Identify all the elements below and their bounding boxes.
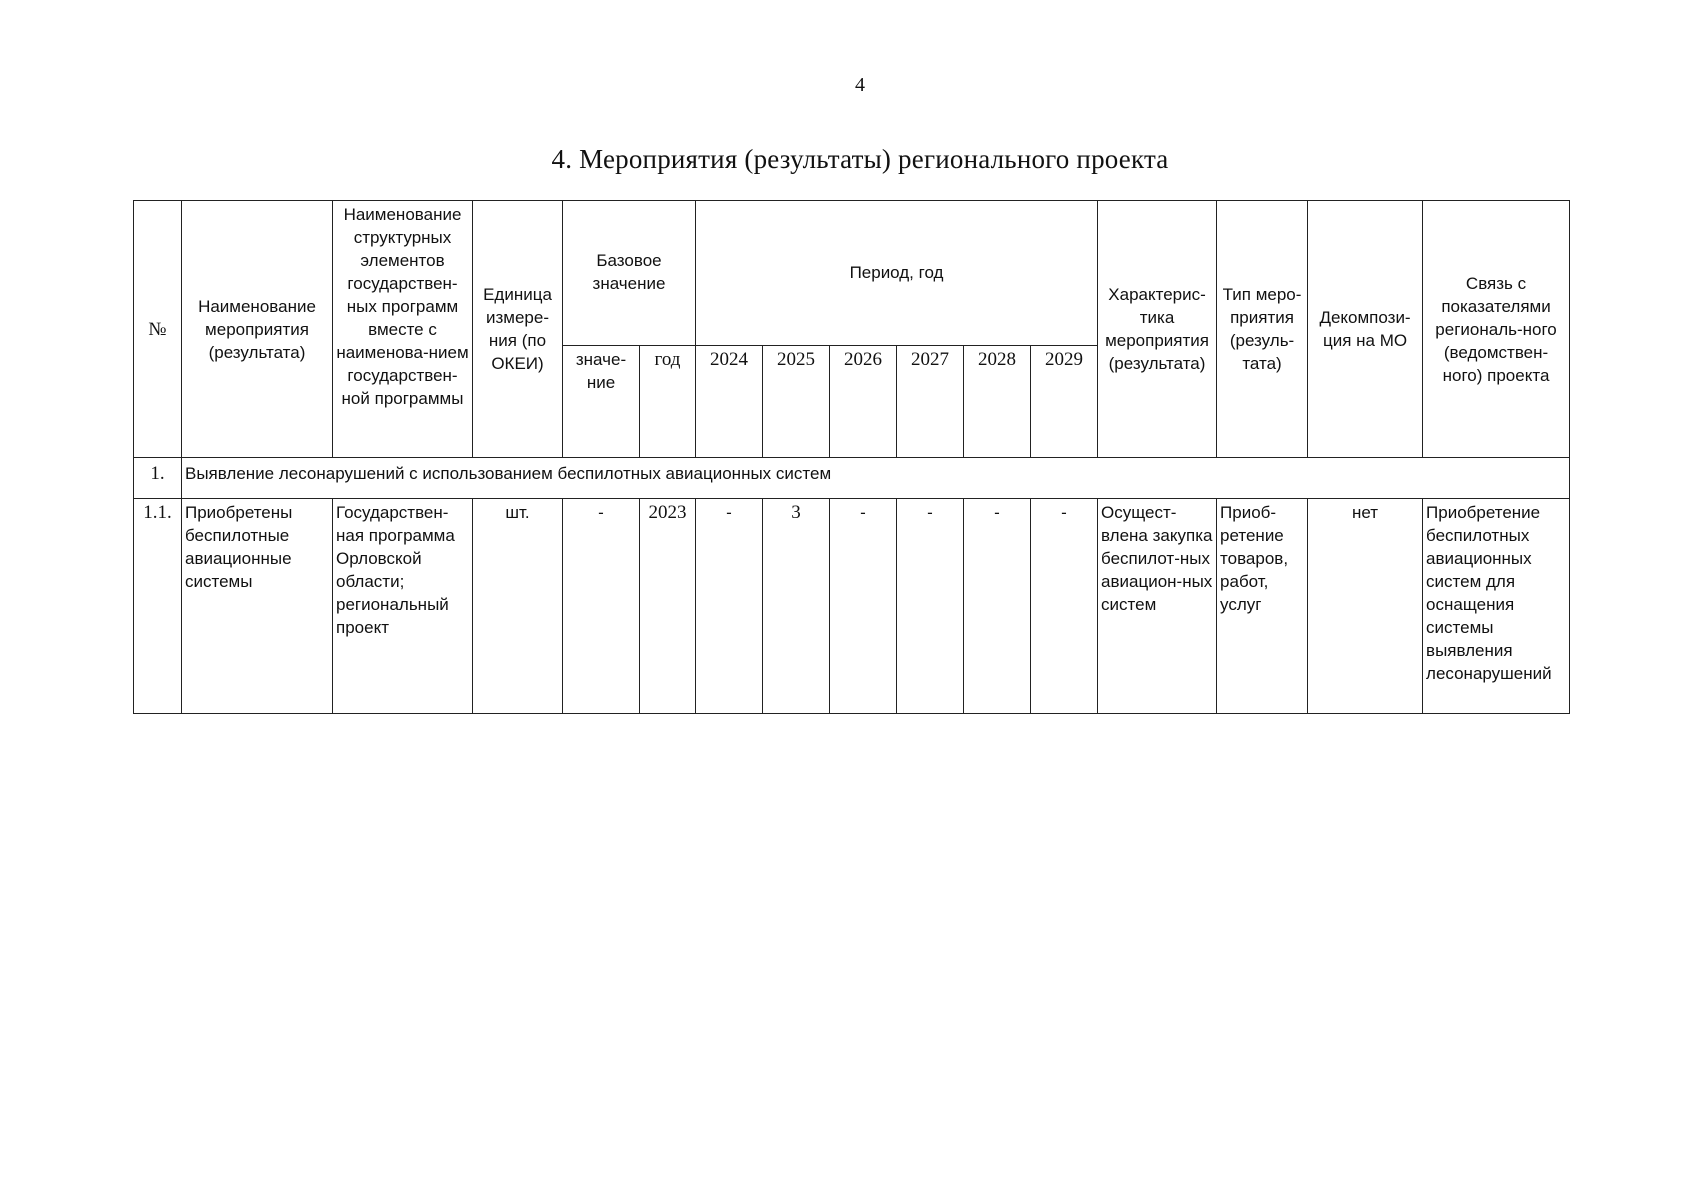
header-base-value: значе-ние bbox=[563, 346, 640, 458]
section-num: 1. bbox=[134, 458, 182, 499]
section-title: Выявление лесонарушений с использованием беспилотных авиационных систем bbox=[182, 458, 1570, 499]
header-unit: Единица измере-ния (по ОКЕИ) bbox=[473, 201, 563, 458]
row-name: Приобретены беспилотные авиационные системы bbox=[182, 499, 333, 714]
header-year-2025: 2025 bbox=[763, 346, 830, 458]
row-year-2029: - bbox=[1031, 499, 1098, 714]
header-structural-elements: Наименование структурных элементов государствен-ных программ вместе с наименова-нием государствен-ной программы bbox=[333, 201, 473, 458]
header-name: Наименование мероприятия (результата) bbox=[182, 201, 333, 458]
header-base-year: год bbox=[640, 346, 696, 458]
events-table bbox=[133, 200, 1570, 714]
row-structural-elements: Государствен-ная программа Орловской области; региональный проект bbox=[333, 499, 473, 714]
row-base-year: 2023 bbox=[640, 499, 696, 714]
table-row bbox=[134, 499, 1570, 714]
header-year-2028: 2028 bbox=[964, 346, 1031, 458]
row-year-2024: - bbox=[696, 499, 763, 714]
row-decomposition: нет bbox=[1308, 499, 1423, 714]
row-type: Приоб-ретение товаров, работ, услуг bbox=[1217, 499, 1308, 714]
row-unit: шт. bbox=[473, 499, 563, 714]
row-characteristic: Осущест-влена закупка беспилот-ных авиацион-ных систем bbox=[1098, 499, 1217, 714]
header-num: № bbox=[134, 201, 182, 458]
header-year-2029: 2029 bbox=[1031, 346, 1098, 458]
row-num: 1.1. bbox=[134, 499, 182, 714]
row-year-2026: - bbox=[830, 499, 897, 714]
header-year-2024: 2024 bbox=[696, 346, 763, 458]
page-title: 4. Мероприятия (результаты) регионального проекта bbox=[551, 144, 1169, 174]
header-year-2026: 2026 bbox=[830, 346, 897, 458]
header-link: Связь с показателями региональ-ного (ведомствен-ного) проекта bbox=[1423, 201, 1570, 458]
row-link: Приобретение беспилотных авиационных систем для оснащения системы выявления лесонарушений bbox=[1423, 499, 1570, 714]
header-decomposition: Декомпози-ция на МО bbox=[1308, 201, 1423, 458]
header-characteristic: Характерис-тика мероприятия (результата) bbox=[1098, 201, 1217, 458]
row-year-2027: - bbox=[897, 499, 964, 714]
page-number: 4 bbox=[855, 74, 865, 96]
header-base: Базовое значение bbox=[563, 201, 696, 346]
row-base-value: - bbox=[563, 499, 640, 714]
row-year-2025: 3 bbox=[763, 499, 830, 714]
header-type: Тип меро-приятия (резуль-тата) bbox=[1217, 201, 1308, 458]
header-year-2027: 2027 bbox=[897, 346, 964, 458]
row-year-2028: - bbox=[964, 499, 1031, 714]
header-period: Период, год bbox=[696, 201, 1098, 346]
